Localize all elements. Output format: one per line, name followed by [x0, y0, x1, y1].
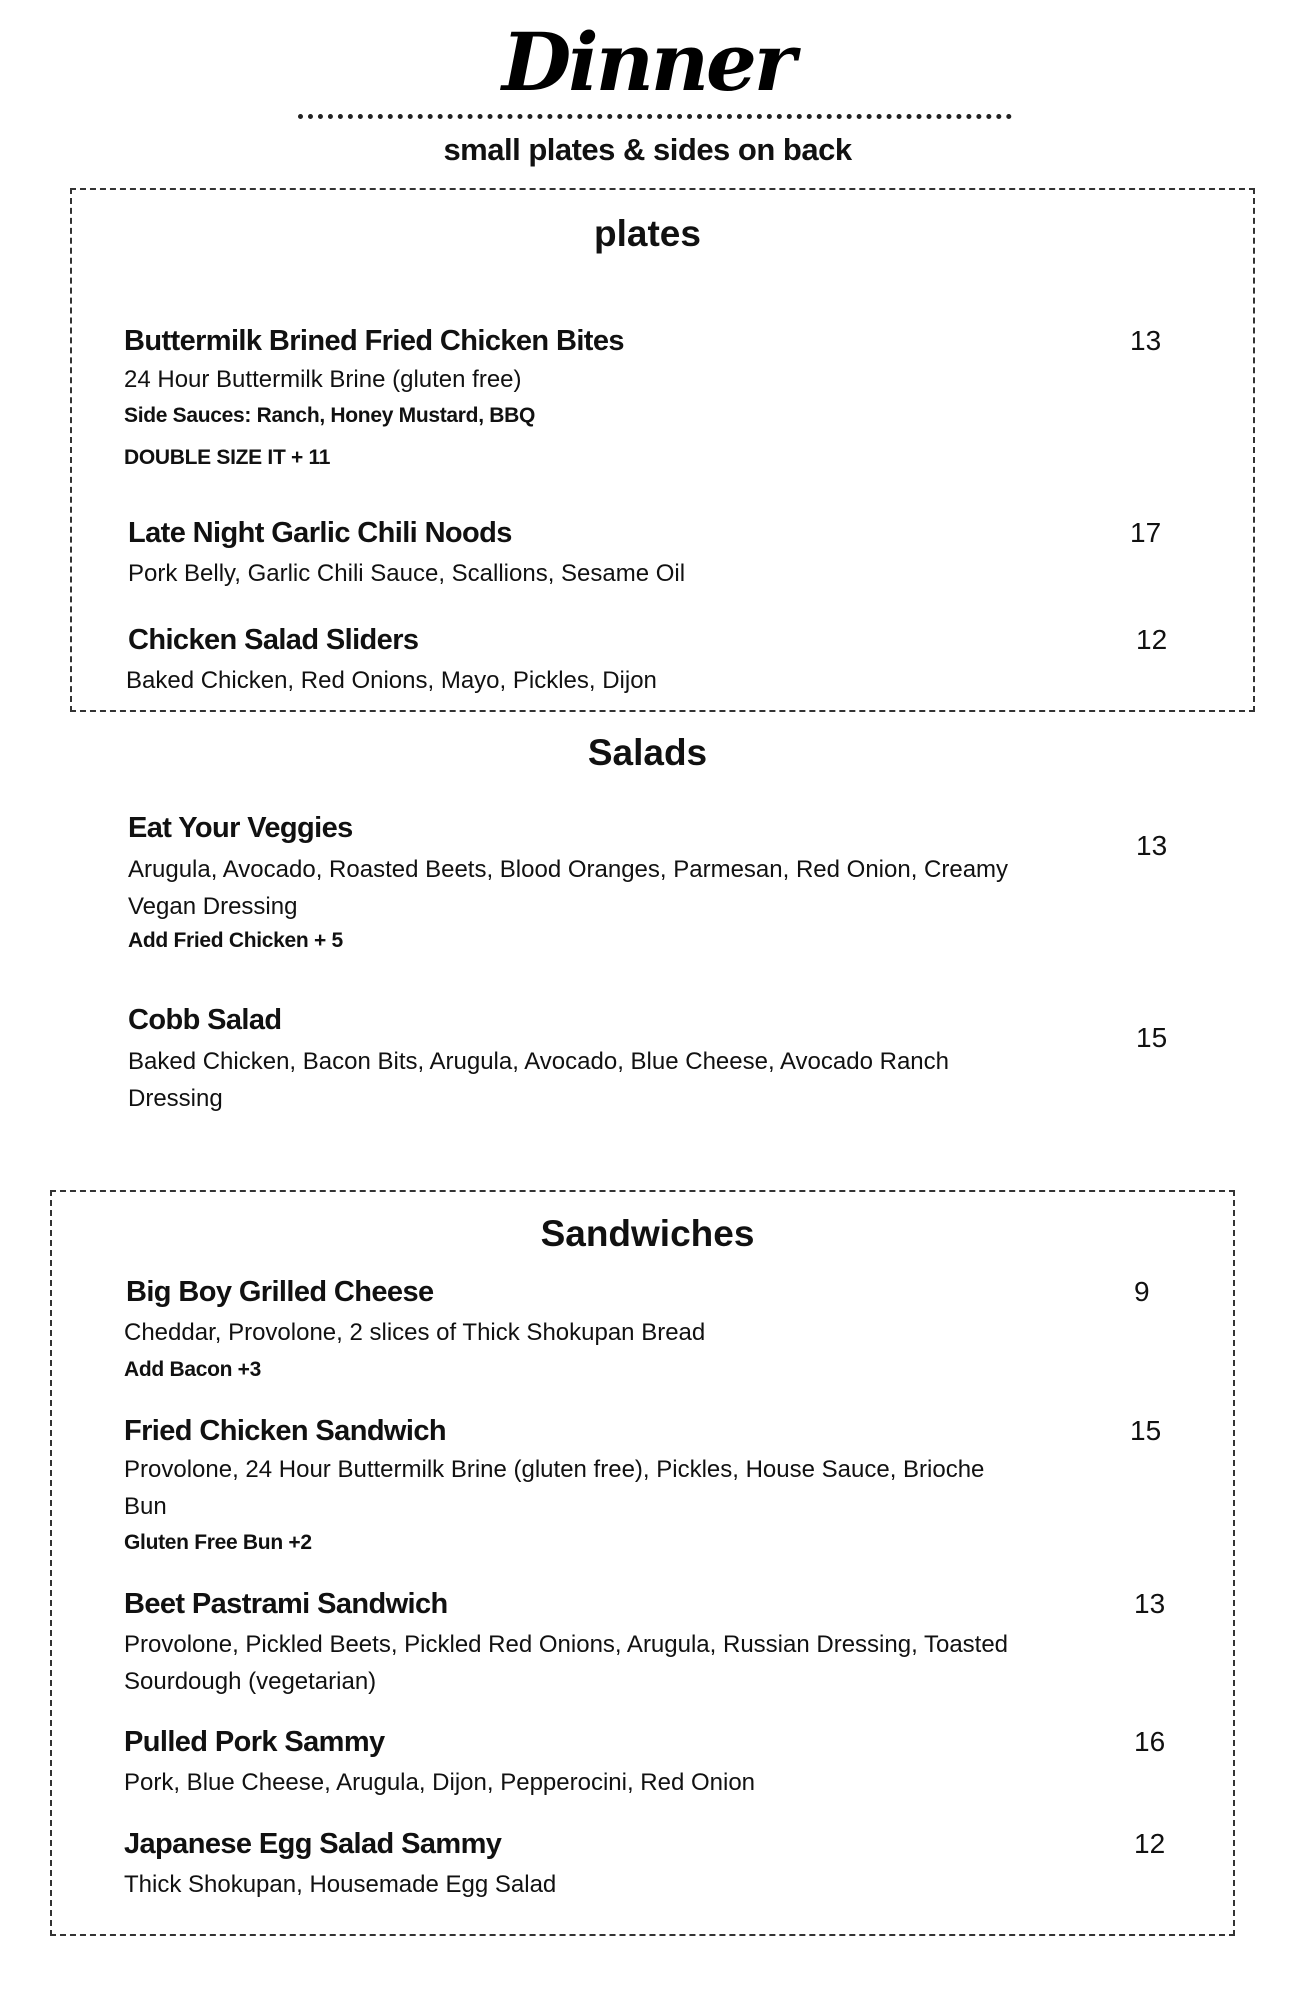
sandwiches-item-name: Pulled Pork Sammy [124, 1726, 385, 1758]
sandwiches-item-price: 13 [1134, 1588, 1166, 1619]
sandwiches-item-description: Cheddar, Provolone, 2 slices of Thick Shokupan Bread [124, 1319, 706, 1346]
salads-item-description: Arugula, Avocado, Roasted Beets, Blood Oranges, Parmesan, Red Onion, Creamy Vegan Dressing [128, 856, 1009, 920]
plates-item-price: 13 [1130, 325, 1162, 356]
plates-item-name: Late Night Garlic Chili Noods [128, 517, 512, 549]
plates-item-description: Baked Chicken, Red Onions, Mayo, Pickles, Dijon [126, 667, 657, 694]
plates-item-price: 17 [1130, 517, 1162, 548]
salads-item-name: Cobb Salad [128, 1004, 282, 1036]
plates-item-description: 24 Hour Buttermilk Brine (gluten free) [124, 366, 522, 393]
salads-item-addon: Add Fried Chicken + 5 [128, 929, 343, 952]
dotted-divider [298, 114, 1012, 119]
sandwiches-item-price: 9 [1134, 1276, 1150, 1307]
sandwiches-item-name: Beet Pastrami Sandwich [124, 1588, 448, 1620]
sandwiches-item-name: Big Boy Grilled Cheese [126, 1276, 434, 1308]
sandwiches-heading: Sandwiches [540, 1213, 755, 1254]
salads-item-price: 15 [1136, 1022, 1168, 1053]
plates-item-name: Buttermilk Brined Fried Chicken Bites [124, 325, 624, 357]
salads-heading: Salads [587, 732, 708, 773]
plates-item-sauces: Side Sauces: Ranch, Honey Mustard, BBQ [124, 404, 536, 427]
menu-subtitle: small plates & sides on back [443, 132, 852, 167]
salads-item-price: 13 [1136, 830, 1168, 861]
plates-item-upgrade: DOUBLE SIZE IT + 11 [124, 446, 331, 469]
salads-item-description: Baked Chicken, Bacon Bits, Arugula, Avocado, Blue Cheese, Avocado Ranch Dressing [128, 1048, 949, 1112]
sandwiches-item-description: Thick Shokupan, Housemade Egg Salad [124, 1871, 557, 1898]
sandwiches-item-price: 15 [1130, 1415, 1162, 1446]
menu-title: Dinner [501, 15, 794, 109]
salads-item-name: Eat Your Veggies [128, 812, 353, 844]
plates-item-name: Chicken Salad Sliders [128, 624, 419, 656]
sandwiches-item-description: Provolone, Pickled Beets, Pickled Red Onions, Arugula, Russian Dressing, Toasted Sourdough (vegetarian) [124, 1631, 1009, 1695]
plates-item-description: Pork Belly, Garlic Chili Sauce, Scallions, Sesame Oil [128, 560, 686, 587]
sandwiches-item-name: Fried Chicken Sandwich [124, 1415, 446, 1447]
sandwiches-item-name: Japanese Egg Salad Sammy [124, 1828, 502, 1860]
plates-heading: plates [594, 213, 701, 254]
sandwiches-item-description: Pork, Blue Cheese, Arugula, Dijon, Pepperocini, Red Onion [124, 1769, 756, 1796]
plates-item-price: 12 [1136, 624, 1168, 655]
sandwiches-item-description: Provolone, 24 Hour Buttermilk Brine (gluten free), Pickles, House Sauce, Brioche Bun [124, 1456, 985, 1520]
sandwiches-item-price: 16 [1134, 1726, 1166, 1757]
sandwiches-item-price: 12 [1134, 1828, 1166, 1859]
sandwiches-item-addon: Add Bacon +3 [124, 1358, 262, 1381]
sandwiches-item-addon: Gluten Free Bun +2 [124, 1531, 312, 1554]
